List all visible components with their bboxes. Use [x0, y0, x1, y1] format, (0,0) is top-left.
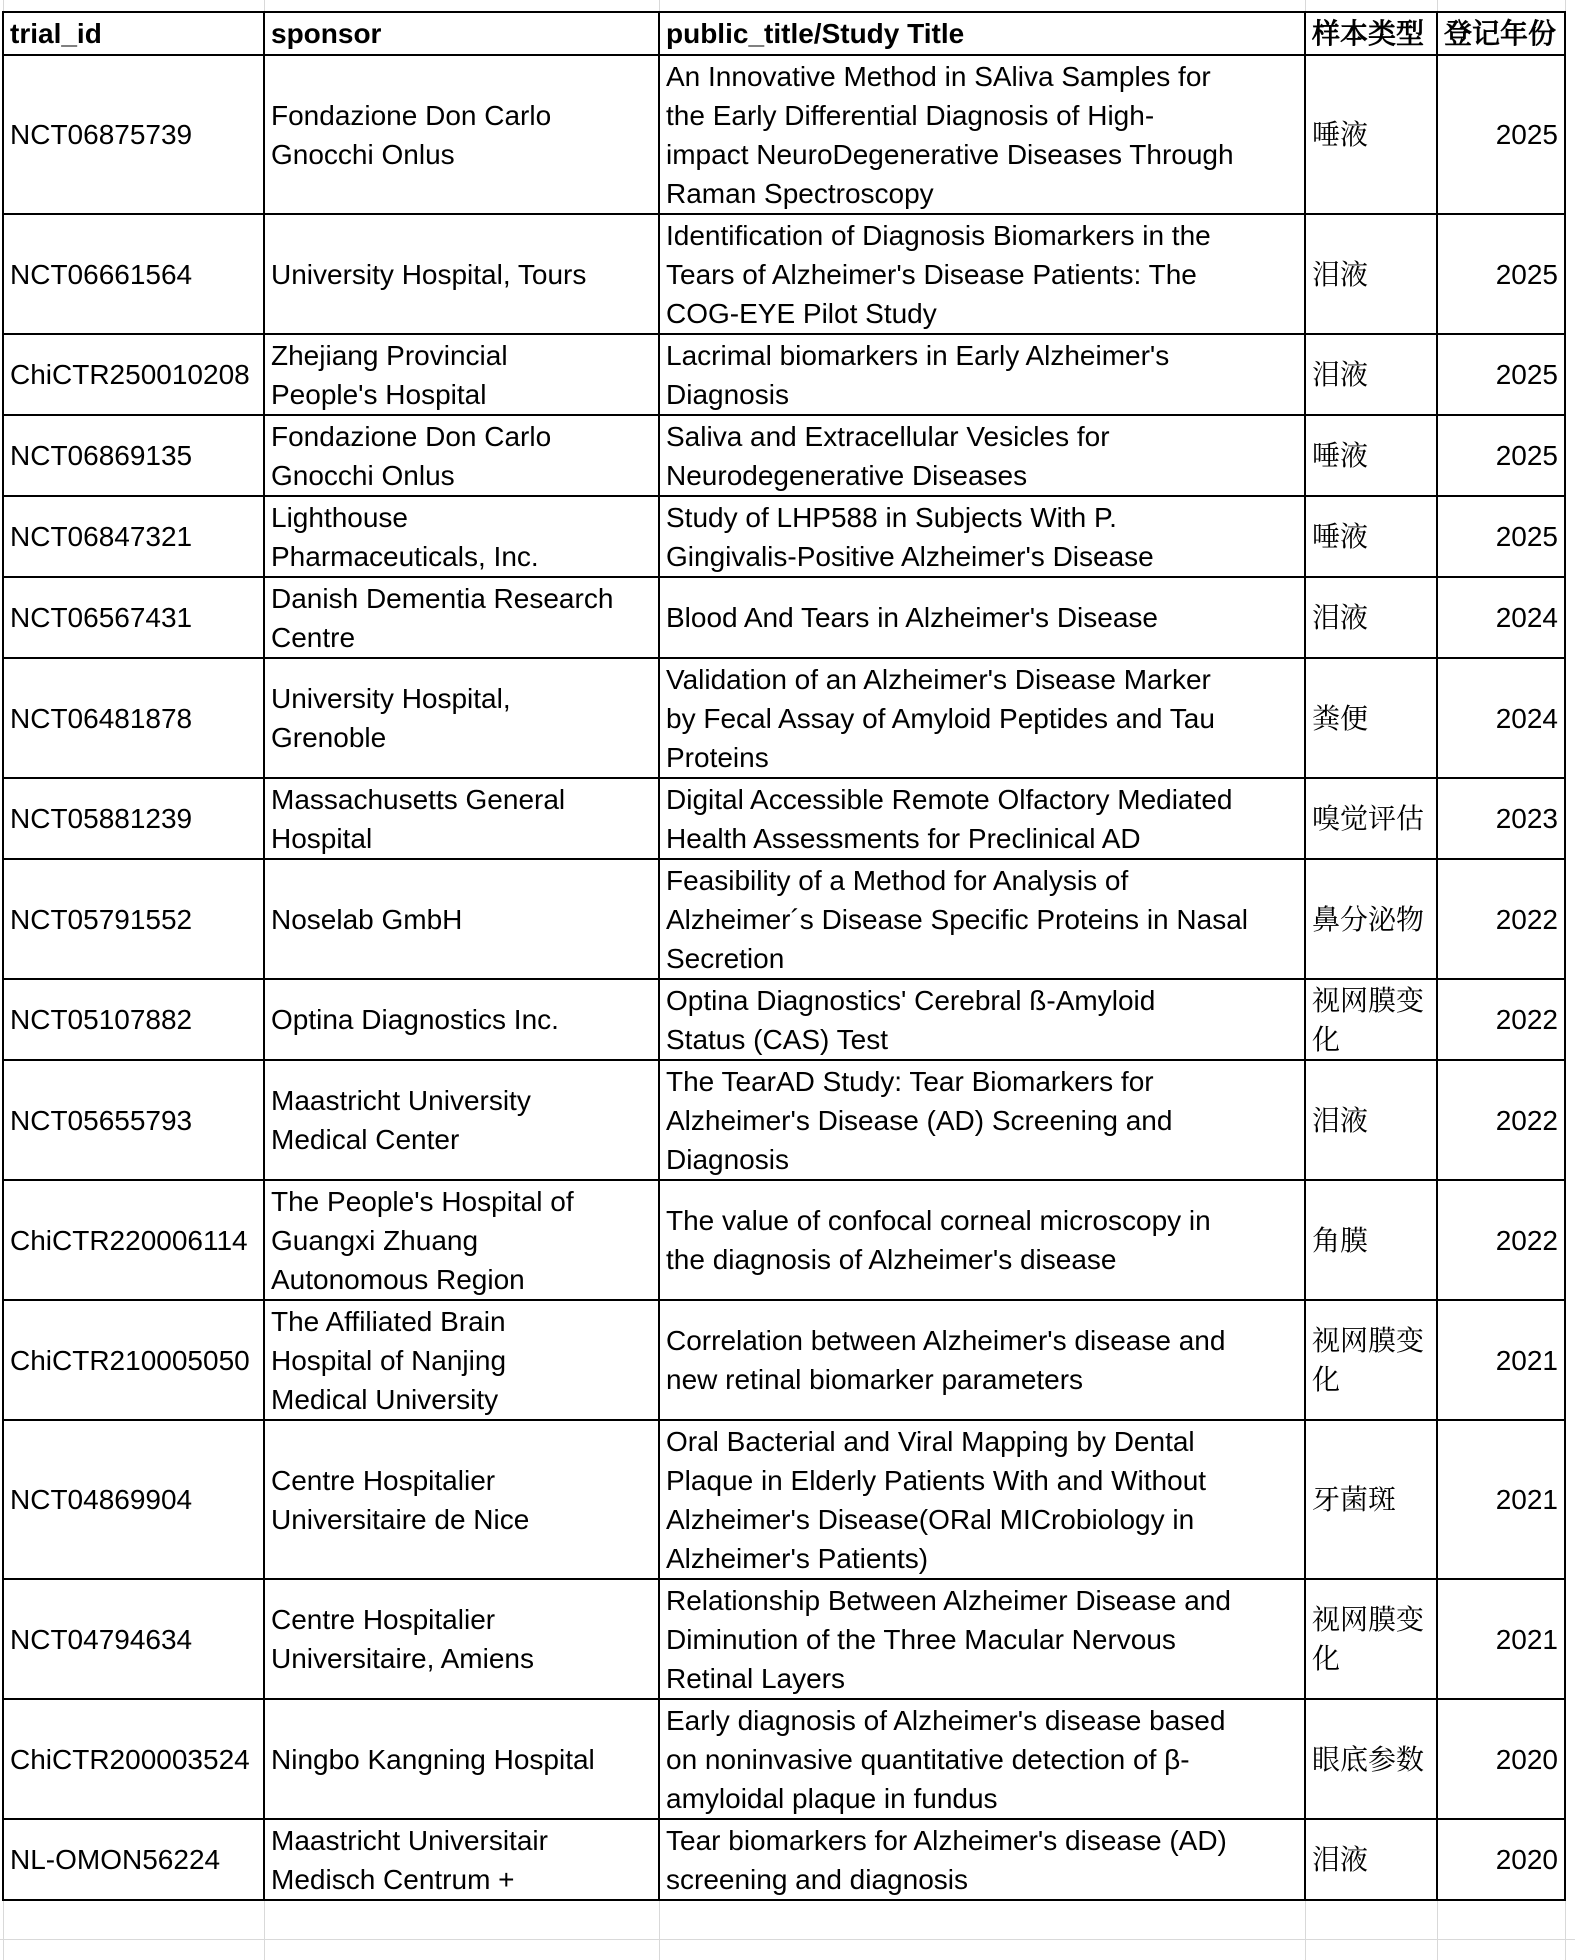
- text-line: Alzheimer´s Disease Specific Proteins in Nasal: [666, 903, 1248, 935]
- study-title-cell[interactable]: [659, 1699, 1305, 1819]
- year-cell[interactable]: 2024: [1437, 577, 1565, 658]
- sample-type-cell[interactable]: 鼻分泌物: [1305, 859, 1437, 979]
- trial-id-cell[interactable]: ChiCTR220006114: [3, 1180, 264, 1300]
- text-line: University Hospital,: [271, 683, 511, 714]
- sample-type-cell[interactable]: 嗅觉评估: [1305, 778, 1437, 859]
- table-row: [3, 658, 1565, 778]
- text-line: Universitaire de Nice: [271, 1503, 530, 1535]
- gridline-vertical: [659, 1901, 660, 1960]
- text-line: Alzheimer's Disease (AD) Screening and: [666, 1104, 1173, 1136]
- study-title-cell[interactable]: [659, 859, 1305, 979]
- text-line: Plaque in Elderly Patients With and Without: [666, 1464, 1207, 1496]
- trial-id-cell[interactable]: NCT06847321: [3, 496, 264, 577]
- sponsor-cell[interactable]: [264, 1819, 659, 1900]
- trial-id-cell[interactable]: NCT05107882: [3, 979, 264, 1060]
- sponsor-cell[interactable]: [264, 55, 659, 214]
- trial-id-cell[interactable]: NCT05791552: [3, 859, 264, 979]
- gridline-vertical: [264, 0, 265, 11]
- sponsor-cell[interactable]: University Hospital, Tours: [264, 214, 659, 334]
- text-line: Guangxi Zhuang: [271, 1224, 479, 1256]
- header-row: [3, 12, 1565, 55]
- gridline-vertical: [264, 1901, 265, 1960]
- text-line: Identification of Diagnosis Biomarkers in the: [666, 219, 1211, 251]
- header-trial-id[interactable]: trial_id: [3, 12, 264, 55]
- text-line: Maastricht Universitair: [271, 1824, 548, 1856]
- sample-type-cell[interactable]: 唾液: [1305, 496, 1437, 577]
- header-registration-year[interactable]: 登记年份: [1437, 12, 1565, 55]
- text-line: Danish Dementia Research: [271, 582, 614, 614]
- trial-id-cell[interactable]: NCT06481878: [3, 658, 264, 778]
- text-line: Lighthouse: [271, 501, 409, 533]
- top-partial-gridline-row: [0, 0, 1575, 11]
- trial-id-cell[interactable]: NCT06661564: [3, 214, 264, 334]
- sponsor-cell[interactable]: Noselab GmbH: [264, 859, 659, 979]
- sponsor-cell[interactable]: [264, 778, 659, 859]
- text-line: Grenoble: [271, 722, 387, 753]
- text-line: The value of confocal corneal microscopy in: [666, 1205, 1211, 1236]
- text-line: An Innovative Method in SAliva Samples for: [666, 60, 1211, 92]
- text-line: Alzheimer's Patients): [666, 1542, 929, 1574]
- text-line: Retinal Layers: [666, 1662, 845, 1694]
- study-title-cell[interactable]: [659, 979, 1305, 1060]
- text-line: Alzheimer's Disease(ORal MICrobiology in: [666, 1503, 1195, 1535]
- study-title-cell[interactable]: [659, 1060, 1305, 1180]
- gridline-vertical: [3, 1901, 4, 1960]
- text-line: Hospital: [271, 822, 373, 854]
- trial-id-cell[interactable]: ChiCTR210005050: [3, 1300, 264, 1420]
- text-line: Neurodegenerative Diseases: [666, 459, 1028, 491]
- bottom-empty-gridline-rows: [0, 1901, 1575, 1960]
- text-line: People's Hospital: [271, 378, 487, 410]
- table-row: [3, 1819, 1565, 1900]
- text-line: Health Assessments for Preclinical AD: [666, 822, 1141, 854]
- text-line: on noninvasive quantitative detection of β-: [666, 1743, 1190, 1775]
- trial-id-cell[interactable]: NCT04794634: [3, 1579, 264, 1699]
- table-row: [3, 1699, 1565, 1819]
- sample-type-cell[interactable]: 视网膜变化: [1305, 1300, 1437, 1420]
- text-line: Fondazione Don Carlo: [271, 99, 552, 131]
- text-line: impact NeuroDegenerative Diseases Through: [666, 138, 1234, 170]
- study-title-cell[interactable]: [659, 1420, 1305, 1579]
- text-line: Pharmaceuticals, Inc.: [271, 540, 539, 572]
- gridline-horizontal: [0, 1939, 1575, 1940]
- text-line: Digital Accessible Remote Olfactory Mediated: [666, 783, 1233, 815]
- study-title-cell[interactable]: [659, 496, 1305, 577]
- gridline-vertical: [1565, 1901, 1566, 1960]
- text-line: Optina Diagnostics' Cerebral ß-Amyloid: [666, 984, 1156, 1016]
- sample-type-cell[interactable]: 唾液: [1305, 55, 1437, 214]
- trial-id-cell[interactable]: ChiCTR250010208: [3, 334, 264, 415]
- text-line: Medical University: [271, 1383, 499, 1415]
- text-line: Gnocchi Onlus: [271, 138, 455, 170]
- sponsor-cell[interactable]: [264, 496, 659, 577]
- trial-id-cell[interactable]: NCT06567431: [3, 577, 264, 658]
- sponsor-cell[interactable]: [264, 1300, 659, 1420]
- table-row: [3, 859, 1565, 979]
- study-title-cell[interactable]: [659, 1300, 1305, 1420]
- text-line: Diagnosis: [666, 1143, 789, 1175]
- sponsor-cell[interactable]: [264, 1060, 659, 1180]
- text-line: Relationship Between Alzheimer Disease and: [666, 1584, 1231, 1616]
- year-cell[interactable]: 2025: [1437, 415, 1565, 496]
- year-cell[interactable]: 2024: [1437, 658, 1565, 778]
- sample-type-cell[interactable]: 泪液: [1305, 577, 1437, 658]
- clinical-trials-table: [2, 11, 1566, 1901]
- text-line: new retinal biomarker parameters: [666, 1364, 1084, 1395]
- text-line: Study of LHP588 in Subjects With P.: [666, 501, 1117, 533]
- sponsor-cell[interactable]: [264, 1420, 659, 1579]
- trial-id-cell[interactable]: ChiCTR200003524: [3, 1699, 264, 1819]
- text-line: Fondazione Don Carlo: [271, 420, 552, 452]
- study-title-cell[interactable]: [659, 658, 1305, 778]
- text-line: Gnocchi Onlus: [271, 459, 455, 491]
- year-cell[interactable]: 2022: [1437, 859, 1565, 979]
- text-line: Raman Spectroscopy: [666, 177, 934, 209]
- text-line: by Fecal Assay of Amyloid Peptides and Tau: [666, 702, 1215, 734]
- year-cell[interactable]: 2023: [1437, 778, 1565, 859]
- text-line: Centre Hospitalier: [271, 1464, 496, 1496]
- gridline-vertical: [1305, 1901, 1306, 1960]
- table-header: [3, 12, 1565, 55]
- sample-type-cell[interactable]: 牙菌斑: [1305, 1420, 1437, 1579]
- table-row: [3, 778, 1565, 859]
- text-line: Diagnosis: [666, 378, 789, 410]
- study-title-cell[interactable]: [659, 55, 1305, 214]
- gridline-vertical: [659, 0, 660, 11]
- sponsor-cell[interactable]: Optina Diagnostics Inc.: [264, 979, 659, 1060]
- study-title-cell[interactable]: [659, 334, 1305, 415]
- text-line: Correlation between Alzheimer's disease and: [666, 1325, 1226, 1356]
- sample-type-cell[interactable]: 泪液: [1305, 214, 1437, 334]
- text-line: Tears of Alzheimer's Disease Patients: The: [666, 258, 1197, 290]
- sample-type-cell[interactable]: 角膜: [1305, 1180, 1437, 1300]
- text-line: Universitaire, Amiens: [271, 1643, 534, 1674]
- study-title-cell[interactable]: [659, 214, 1305, 334]
- trial-id-cell[interactable]: NCT04869904: [3, 1420, 264, 1579]
- sample-type-cell[interactable]: 视网膜变化: [1305, 1579, 1437, 1699]
- study-title-cell[interactable]: [659, 415, 1305, 496]
- year-cell[interactable]: 2021: [1437, 1420, 1565, 1579]
- table-row: [3, 1579, 1565, 1699]
- year-cell[interactable]: 2025: [1437, 334, 1565, 415]
- text-line: The Affiliated Brain: [271, 1305, 506, 1337]
- table-row: [3, 1180, 1565, 1300]
- text-line: Lacrimal biomarkers in Early Alzheimer's: [666, 339, 1170, 371]
- text-line: Tear biomarkers for Alzheimer's disease (AD): [666, 1824, 1227, 1856]
- gridline-vertical: [1305, 0, 1306, 11]
- sponsor-cell[interactable]: [264, 334, 659, 415]
- header-study-title[interactable]: public_title/Study Title: [659, 12, 1305, 55]
- year-cell[interactable]: 2020: [1437, 1819, 1565, 1900]
- text-line: Feasibility of a Method for Analysis of: [666, 864, 1129, 896]
- table-row: [3, 55, 1565, 214]
- study-title-cell[interactable]: [659, 778, 1305, 859]
- sponsor-cell[interactable]: [264, 1180, 659, 1300]
- gridline-vertical: [1437, 1901, 1438, 1960]
- table-row: [3, 1060, 1565, 1180]
- year-cell[interactable]: 2020: [1437, 1699, 1565, 1819]
- year-cell[interactable]: 2025: [1437, 214, 1565, 334]
- trial-id-cell[interactable]: NCT05881239: [3, 778, 264, 859]
- trial-id-cell[interactable]: NCT05655793: [3, 1060, 264, 1180]
- text-line: Medical Center: [271, 1124, 460, 1155]
- sample-type-cell[interactable]: 泪液: [1305, 1819, 1437, 1900]
- text-line: The People's Hospital of: [271, 1185, 574, 1217]
- gridline-vertical: [1437, 0, 1438, 11]
- gridline-vertical: [3, 0, 4, 11]
- text-line: Gingivalis-Positive Alzheimer's Disease: [666, 540, 1154, 572]
- text-line: screening and diagnosis: [666, 1863, 968, 1895]
- text-line: Secretion: [666, 942, 785, 974]
- trial-id-cell[interactable]: NCT06875739: [3, 55, 264, 214]
- table-row: [3, 214, 1565, 334]
- text-line: Diminution of the Three Macular Nervous: [666, 1623, 1176, 1655]
- text-line: Proteins: [666, 741, 769, 773]
- year-cell[interactable]: 2025: [1437, 496, 1565, 577]
- table-body: [3, 55, 1565, 1900]
- study-title-cell[interactable]: [659, 1579, 1305, 1699]
- text-line: Zhejiang Provincial: [271, 339, 508, 371]
- header-sponsor[interactable]: sponsor: [264, 12, 659, 55]
- trial-id-cell[interactable]: NL-OMON56224: [3, 1819, 264, 1900]
- study-title-cell[interactable]: Blood And Tears in Alzheimer's Disease: [659, 577, 1305, 658]
- text-line: Status (CAS) Test: [666, 1023, 889, 1055]
- text-line: Centre: [271, 621, 356, 653]
- sponsor-cell[interactable]: [264, 658, 659, 778]
- sponsor-cell[interactable]: [264, 577, 659, 658]
- sample-type-cell[interactable]: 眼底参数: [1305, 1699, 1437, 1819]
- text-line: amyloidal plaque in fundus: [666, 1782, 998, 1814]
- text-line: the diagnosis of Alzheimer's disease: [666, 1244, 1117, 1275]
- text-line: Massachusetts General: [271, 783, 566, 815]
- study-title-cell[interactable]: [659, 1180, 1305, 1300]
- trial-id-cell[interactable]: NCT06869135: [3, 415, 264, 496]
- sponsor-cell[interactable]: Ningbo Kangning Hospital: [264, 1699, 659, 1819]
- text-line: Hospital of Nanjing: [271, 1344, 507, 1376]
- text-line: COG-EYE Pilot Study: [666, 297, 937, 329]
- table-row: [3, 577, 1565, 658]
- study-title-cell[interactable]: [659, 1819, 1305, 1900]
- text-line: Maastricht University: [271, 1085, 531, 1116]
- table-row: [3, 415, 1565, 496]
- text-line: Saliva and Extracellular Vesicles for: [666, 420, 1110, 452]
- text-line: Validation of an Alzheimer's Disease Marker: [666, 663, 1211, 695]
- sample-type-cell[interactable]: 泪液: [1305, 334, 1437, 415]
- table-row: [3, 334, 1565, 415]
- sample-type-cell[interactable]: 唾液: [1305, 415, 1437, 496]
- header-sample-type[interactable]: 样本类型: [1305, 12, 1437, 55]
- gridline-vertical: [1565, 0, 1566, 11]
- year-cell[interactable]: 2025: [1437, 55, 1565, 214]
- text-line: Oral Bacterial and Viral Mapping by Dental: [666, 1425, 1195, 1457]
- text-line: Centre Hospitalier: [271, 1604, 496, 1635]
- text-line: Autonomous Region: [271, 1263, 525, 1295]
- sponsor-cell[interactable]: [264, 415, 659, 496]
- text-line: The TearAD Study: Tear Biomarkers for: [666, 1065, 1154, 1097]
- year-cell[interactable]: 2021: [1437, 1579, 1565, 1699]
- table-row: [3, 1300, 1565, 1420]
- sample-type-cell[interactable]: 粪便: [1305, 658, 1437, 778]
- year-cell[interactable]: 2022: [1437, 1060, 1565, 1180]
- table-row: [3, 1420, 1565, 1579]
- text-line: Medisch Centrum +: [271, 1863, 515, 1895]
- text-line: Early diagnosis of Alzheimer's disease based: [666, 1704, 1226, 1736]
- sample-type-cell[interactable]: 泪液: [1305, 1060, 1437, 1180]
- sponsor-cell[interactable]: [264, 1579, 659, 1699]
- table-row: [3, 496, 1565, 577]
- year-cell[interactable]: 2022: [1437, 1180, 1565, 1300]
- sample-type-cell[interactable]: 视网膜变化: [1305, 979, 1437, 1060]
- table-row: [3, 979, 1565, 1060]
- year-cell[interactable]: 2021: [1437, 1300, 1565, 1420]
- text-line: the Early Differential Diagnosis of High-: [666, 99, 1155, 131]
- year-cell[interactable]: 2022: [1437, 979, 1565, 1060]
